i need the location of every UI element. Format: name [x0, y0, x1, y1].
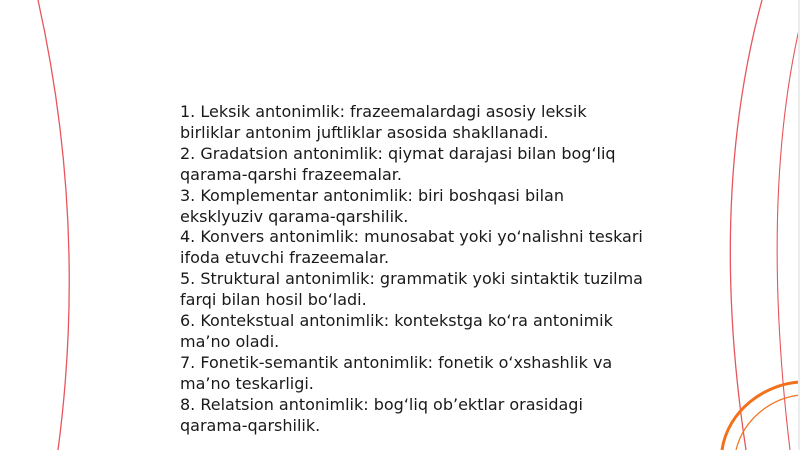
item-text: Struktural antonimlik: grammatik yoki sintaktik tuzilma farqi bilan hosil bo‘ladi.: [180, 269, 643, 310]
item-text: Gradatsion antonimlik: qiymat darajasi bilan bog‘liq qarama-qarshi frazeemalar.: [180, 143, 616, 184]
list-item: [180, 269, 650, 311]
item-text: Konvers antonimlik: munosabat yoki yo‘nalishni teskari ifoda etuvchi frazeemalar.: [180, 227, 643, 268]
orange-arc-thin: [736, 395, 800, 450]
item-number: 8.: [180, 394, 196, 414]
list-item: [180, 311, 650, 353]
antonym-types-list: [180, 102, 650, 437]
list-item: [180, 186, 650, 228]
item-text: Kontekstual antonimlik: kontekstga ko‘ra antonimik ma’no oladi.: [180, 311, 613, 351]
right-curve-line-outer: [730, 0, 762, 450]
item-number: 7.: [180, 352, 196, 372]
item-number: 4.: [180, 227, 196, 247]
item-number: 5.: [180, 269, 196, 289]
item-number: 3.: [180, 185, 196, 205]
left-curve-line: [38, 0, 69, 450]
item-number: 6.: [180, 311, 196, 331]
list-item: [180, 144, 650, 186]
list-item: [180, 227, 650, 269]
item-text: Fonetik-semantik antonimlik: fonetik o‘xshashlik va ma’no teskarligi.: [180, 352, 613, 393]
list-item: [180, 102, 650, 144]
list-item: [180, 353, 650, 395]
item-number: 1.: [180, 102, 196, 121]
list-item: [180, 395, 650, 437]
item-text: Relatsion antonimlik: bog‘liq ob’ektlar orasidagi qarama-qarshilik.: [180, 394, 583, 435]
item-number: 2.: [180, 143, 196, 163]
item-text: Komplementar antonimlik: biri boshqasi bilan eksklyuziv qarama-qarshilik.: [180, 185, 564, 226]
item-text: Leksik antonimlik: frazeemalardagi asosiy leksik birliklar antonim juftliklar asosida shakllanadi.: [180, 102, 587, 142]
